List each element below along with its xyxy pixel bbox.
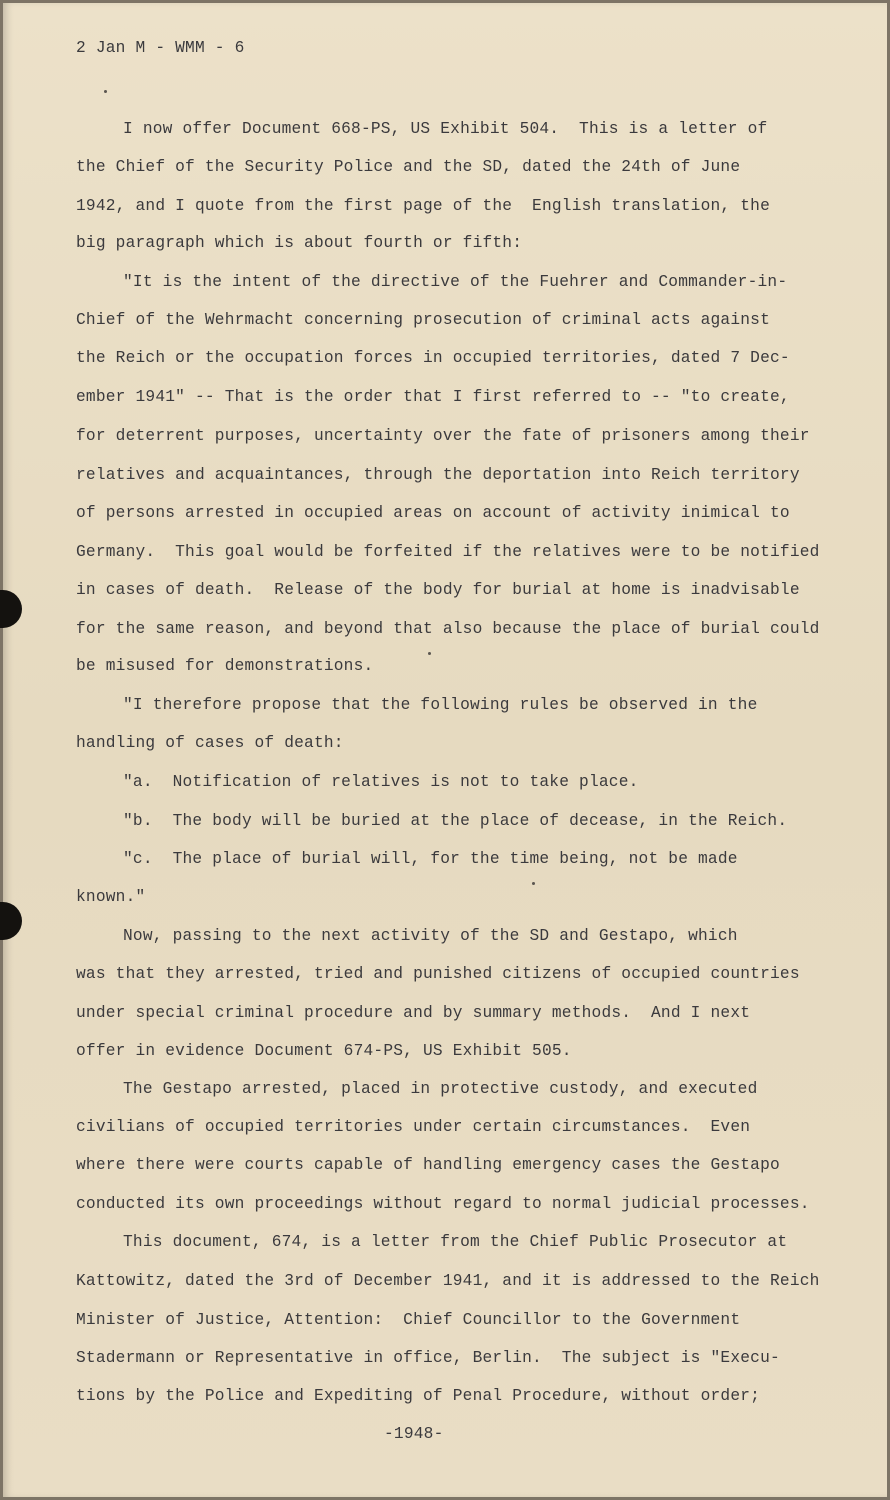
- text-line: Kattowitz, dated the 3rd of December 1941, and it is addressed to the Reich: [76, 1272, 820, 1290]
- text-line: Minister of Justice, Attention: Chief Councillor to the Government: [76, 1311, 741, 1329]
- text-line: Germany. This goal would be forfeited if the relatives were to be notified: [76, 543, 820, 561]
- text-line: where there were courts capable of handling emergency cases the Gestapo: [76, 1156, 780, 1174]
- ink-speck: [428, 652, 431, 655]
- text-line: The Gestapo arrested, placed in protective custody, and executed: [123, 1080, 758, 1098]
- text-line: the Reich or the occupation forces in occupied territories, dated 7 Dec-: [76, 349, 790, 367]
- ink-speck: [104, 90, 107, 93]
- text-line: for the same reason, and beyond that also because the place of burial could: [76, 620, 820, 638]
- text-line: was that they arrested, tried and punished citizens of occupied countries: [76, 965, 800, 983]
- text-line: for deterrent purposes, uncertainty over the fate of prisoners among their: [76, 427, 810, 445]
- binder-hole: [0, 590, 22, 628]
- page-number: -1948-: [384, 1425, 444, 1443]
- text-line: tions by the Police and Expediting of Penal Procedure, without order;: [76, 1387, 761, 1405]
- text-line: in cases of death. Release of the body for burial at home is inadvisable: [76, 581, 800, 599]
- text-line: be misused for demonstrations.: [76, 657, 374, 675]
- text-line: "b. The body will be buried at the place of decease, in the Reich.: [123, 812, 788, 830]
- text-line: handling of cases of death:: [76, 734, 344, 752]
- text-line: conducted its own proceedings without regard to normal judicial processes.: [76, 1195, 810, 1213]
- text-line: This document, 674, is a letter from the Chief Public Prosecutor at: [123, 1233, 788, 1251]
- page-header: 2 Jan M - WMM - 6: [76, 39, 245, 57]
- text-line: known.": [76, 888, 146, 906]
- text-line: "c. The place of burial will, for the time being, not be made: [123, 850, 738, 868]
- text-line: 1942, and I quote from the first page of the English translation, the: [76, 197, 770, 215]
- text-line: under special criminal procedure and by summary methods. And I next: [76, 1004, 751, 1022]
- text-line: Now, passing to the next activity of the SD and Gestapo, which: [123, 927, 738, 945]
- text-line: Stadermann or Representative in office, Berlin. The subject is "Execu-: [76, 1349, 780, 1367]
- text-line: "It is the intent of the directive of the Fuehrer and Commander-in-: [123, 273, 788, 291]
- text-line: "I therefore propose that the following rules be observed in the: [123, 696, 758, 714]
- binder-hole: [0, 902, 22, 940]
- text-line: civilians of occupied territories under certain circumstances. Even: [76, 1118, 751, 1136]
- text-line: "a. Notification of relatives is not to take place.: [123, 773, 639, 791]
- text-line: of persons arrested in occupied areas on account of activity inimical to: [76, 504, 790, 522]
- text-line: Chief of the Wehrmacht concerning prosecution of criminal acts against: [76, 311, 770, 329]
- text-line: ember 1941" -- That is the order that I first referred to -- "to create,: [76, 388, 790, 406]
- text-line: the Chief of the Security Police and the SD, dated the 24th of June: [76, 158, 741, 176]
- text-line: relatives and acquaintances, through the deportation into Reich territory: [76, 466, 800, 484]
- text-line: offer in evidence Document 674-PS, US Exhibit 505.: [76, 1042, 572, 1060]
- text-line: big paragraph which is about fourth or fifth:: [76, 234, 523, 252]
- text-line: I now offer Document 668-PS, US Exhibit 504. This is a letter of: [123, 120, 768, 138]
- ink-speck: [532, 882, 535, 885]
